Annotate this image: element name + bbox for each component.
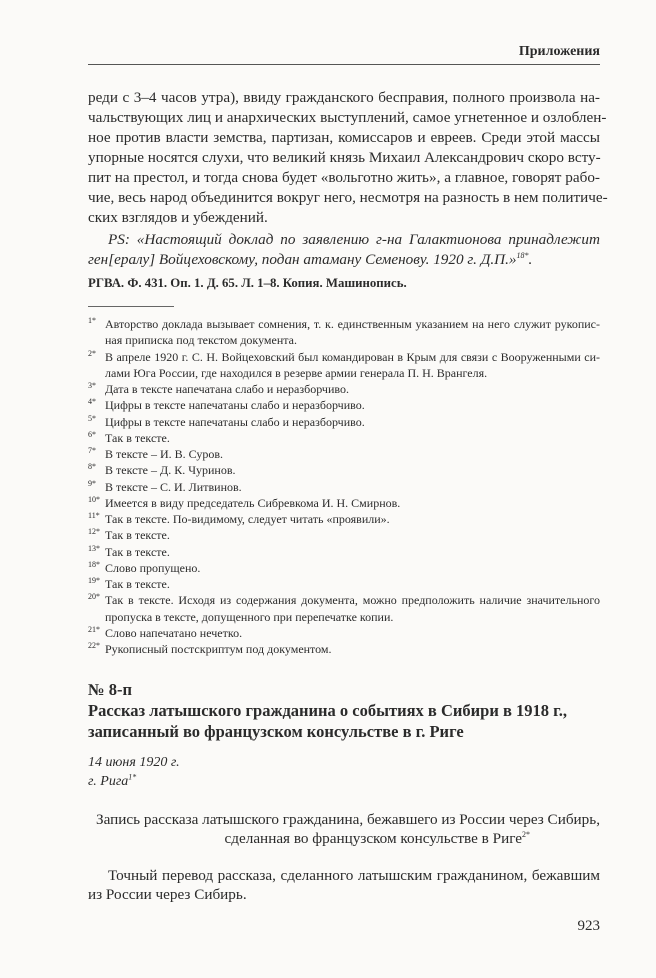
footnote-text: Слово пропущено. bbox=[105, 560, 201, 575]
footnote-text: Так в тексте. bbox=[105, 544, 170, 559]
footnote-marker: 1* bbox=[88, 316, 96, 325]
document-dateline bbox=[88, 753, 180, 791]
footnote-marker: 4* bbox=[88, 397, 96, 407]
footnote-text: В тексте – Д. К. Чуринов. bbox=[105, 463, 236, 478]
postscript-line: ген[ералу] Войцеховскому, подан атаману Семенову. 1920 г. Д.П.»$^{18*}$. bbox=[88, 250, 533, 268]
paragraph-line: Точный перевод рассказа, сделанного латышским гражданином, бежавшим bbox=[108, 867, 600, 884]
document-date: 14 июня 1920 г. bbox=[88, 755, 180, 770]
footnote-marker: 20* bbox=[88, 592, 100, 602]
paragraph-line: из России через Сибирь. bbox=[88, 886, 247, 903]
footnote-marker: 3* bbox=[88, 381, 96, 390]
footnote-text: Рукописный постскриптум под документом. bbox=[105, 642, 332, 656]
footnote-text: Так в тексте. bbox=[105, 528, 170, 543]
postscript-line: PS: «Настоящий доклад по заявлению г-на Галактионова принадлежит bbox=[108, 231, 600, 248]
footnote-text: Так в тексте. bbox=[105, 430, 170, 445]
footnote-item bbox=[88, 576, 600, 592]
page-number: 923 bbox=[577, 918, 600, 934]
footnote-ref: 1* bbox=[128, 772, 137, 782]
postscript bbox=[88, 230, 600, 270]
footnote-item bbox=[88, 560, 600, 576]
footnote-text: Авторство доклада вызывает сомнения, т. к. единственным указанием на него служит рукопис- bbox=[105, 317, 600, 331]
text-line: ских взглядов и убеждений. bbox=[88, 209, 268, 226]
postscript-text: ген[ералу] Войцеховскому, подан атаману Семенову. 1920 г. Д.П.» bbox=[88, 251, 517, 268]
main-text bbox=[88, 88, 608, 228]
footnote-item bbox=[88, 495, 600, 511]
footnote-ref: 2* bbox=[522, 829, 530, 839]
title-line: Рассказ латышского гражданина о событиях в Сибири в 1918 г., bbox=[88, 701, 567, 720]
footnote-text: ная приписка под текстом документа. bbox=[105, 333, 297, 348]
subtitle-text: сделанная во французском консульстве в Риге bbox=[224, 830, 522, 847]
footnote-text: Цифры в тексте напечатаны слабо и неразборчиво. bbox=[105, 414, 365, 429]
text-line: упорные носятся слухи, что великий князь Михаил Александрович скоро всту- bbox=[88, 149, 601, 166]
footnote-marker: 8* bbox=[88, 462, 96, 472]
footnote-item bbox=[88, 527, 600, 543]
footnote-item bbox=[88, 592, 600, 625]
footnote-text: Дата в тексте напечатана слабо и неразборчиво. bbox=[105, 382, 349, 396]
footnote-ref: 18* bbox=[516, 250, 529, 260]
footnote-marker: 12* bbox=[88, 527, 100, 537]
document-paragraph bbox=[88, 866, 600, 904]
footnote-text: Цифры в тексте напечатаны слабо и неразборчиво. bbox=[105, 398, 365, 413]
footnote-marker: 7* bbox=[88, 446, 96, 455]
footnote-marker: 19* bbox=[88, 576, 100, 585]
footnote-marker: 22* bbox=[88, 641, 100, 650]
title-line: записанный во французском консульстве в г. Риге bbox=[88, 722, 464, 741]
footnote-text: лами Юга России, где находился в резерве армии генерала П. Н. Врангеля. bbox=[105, 365, 488, 380]
footnote-marker: 9* bbox=[88, 478, 96, 488]
footnote-text: пропуска в тексте, допущенного при перепечатке копии. bbox=[105, 609, 394, 624]
footnote-text: В апреле 1920 г. С. Н. Войцеховский был командирован в Крым для связи с Вооруженными си- bbox=[105, 349, 600, 364]
footnote-marker: 5* bbox=[88, 413, 96, 423]
footnote-item bbox=[88, 316, 600, 349]
footnote-item bbox=[88, 625, 600, 641]
footnote-text: В тексте – И. В. Суров. bbox=[105, 447, 224, 461]
footnote-marker: 21* bbox=[88, 624, 100, 634]
footnote-item bbox=[88, 544, 600, 560]
document-place-line bbox=[88, 772, 180, 791]
subtitle-line bbox=[88, 829, 600, 848]
footnote-item bbox=[88, 479, 600, 495]
text-line: чие, весь народ объединится вокруг него, несмотря на разность в нем политиче- bbox=[88, 189, 608, 206]
footnote-marker: 13* bbox=[88, 543, 100, 553]
footnote-item bbox=[88, 349, 600, 382]
footnote-item bbox=[88, 381, 600, 397]
running-header: Приложения bbox=[518, 44, 600, 59]
footnote-item bbox=[88, 462, 600, 478]
footnote-divider bbox=[88, 306, 174, 307]
text-line: ное против власти земства, партизан, комиссаров и евреев. Среди этой массы bbox=[88, 129, 600, 146]
footnote-marker: 2* bbox=[88, 348, 96, 358]
footnote-text: Слово напечатано нечетко. bbox=[105, 625, 243, 640]
footnote-item bbox=[88, 446, 600, 462]
footnote-item bbox=[88, 414, 600, 430]
footnote-marker: 10* bbox=[88, 494, 100, 504]
footnote-text: В тексте – С. И. Литвинов. bbox=[105, 479, 242, 494]
footnote-text: Так в тексте. Исходя из содержания документа, можно предположить наличие значительного bbox=[105, 593, 600, 608]
document-title bbox=[88, 700, 567, 742]
footnote-item bbox=[88, 397, 600, 413]
document-place: г. Рига bbox=[88, 774, 129, 789]
text-line: пит на престол, и тогда снова будет «вольготно жить», а главное, говорят рабо- bbox=[88, 169, 600, 186]
footnote-marker: 11* bbox=[88, 511, 100, 520]
footnote-text: Так в тексте. bbox=[105, 577, 170, 591]
footnote-text: Так в тексте. По-видимому, следует читать «проявили». bbox=[105, 512, 390, 526]
text-line: чальствующих лиц и анархических выступлений, самое угнетенное и озлоблен- bbox=[88, 109, 607, 126]
archive-reference: РГВА. Ф. 431. Оп. 1. Д. 65. Л. 1–8. Копия. Машинопись. bbox=[88, 276, 407, 290]
footnote-text: Имеется в виду председатель Сибревкома И. Н. Смирнов. bbox=[105, 495, 401, 510]
footnote-marker: 6* bbox=[88, 429, 96, 439]
subtitle-line: Запись рассказа латышского гражданина, бежавшего из России через Сибирь, bbox=[96, 811, 600, 828]
text-line: реди с 3–4 часов утра), ввиду гражданского бесправия, полного произвола на- bbox=[88, 89, 600, 106]
header-divider bbox=[88, 64, 600, 65]
document-number: № 8-п bbox=[88, 680, 132, 699]
footnotes-list bbox=[88, 316, 600, 657]
document-subtitle bbox=[88, 810, 600, 848]
footnote-item bbox=[88, 430, 600, 446]
footnote-item bbox=[88, 511, 600, 527]
footnote-marker: 18* bbox=[88, 559, 100, 569]
footnote-item bbox=[88, 641, 600, 657]
